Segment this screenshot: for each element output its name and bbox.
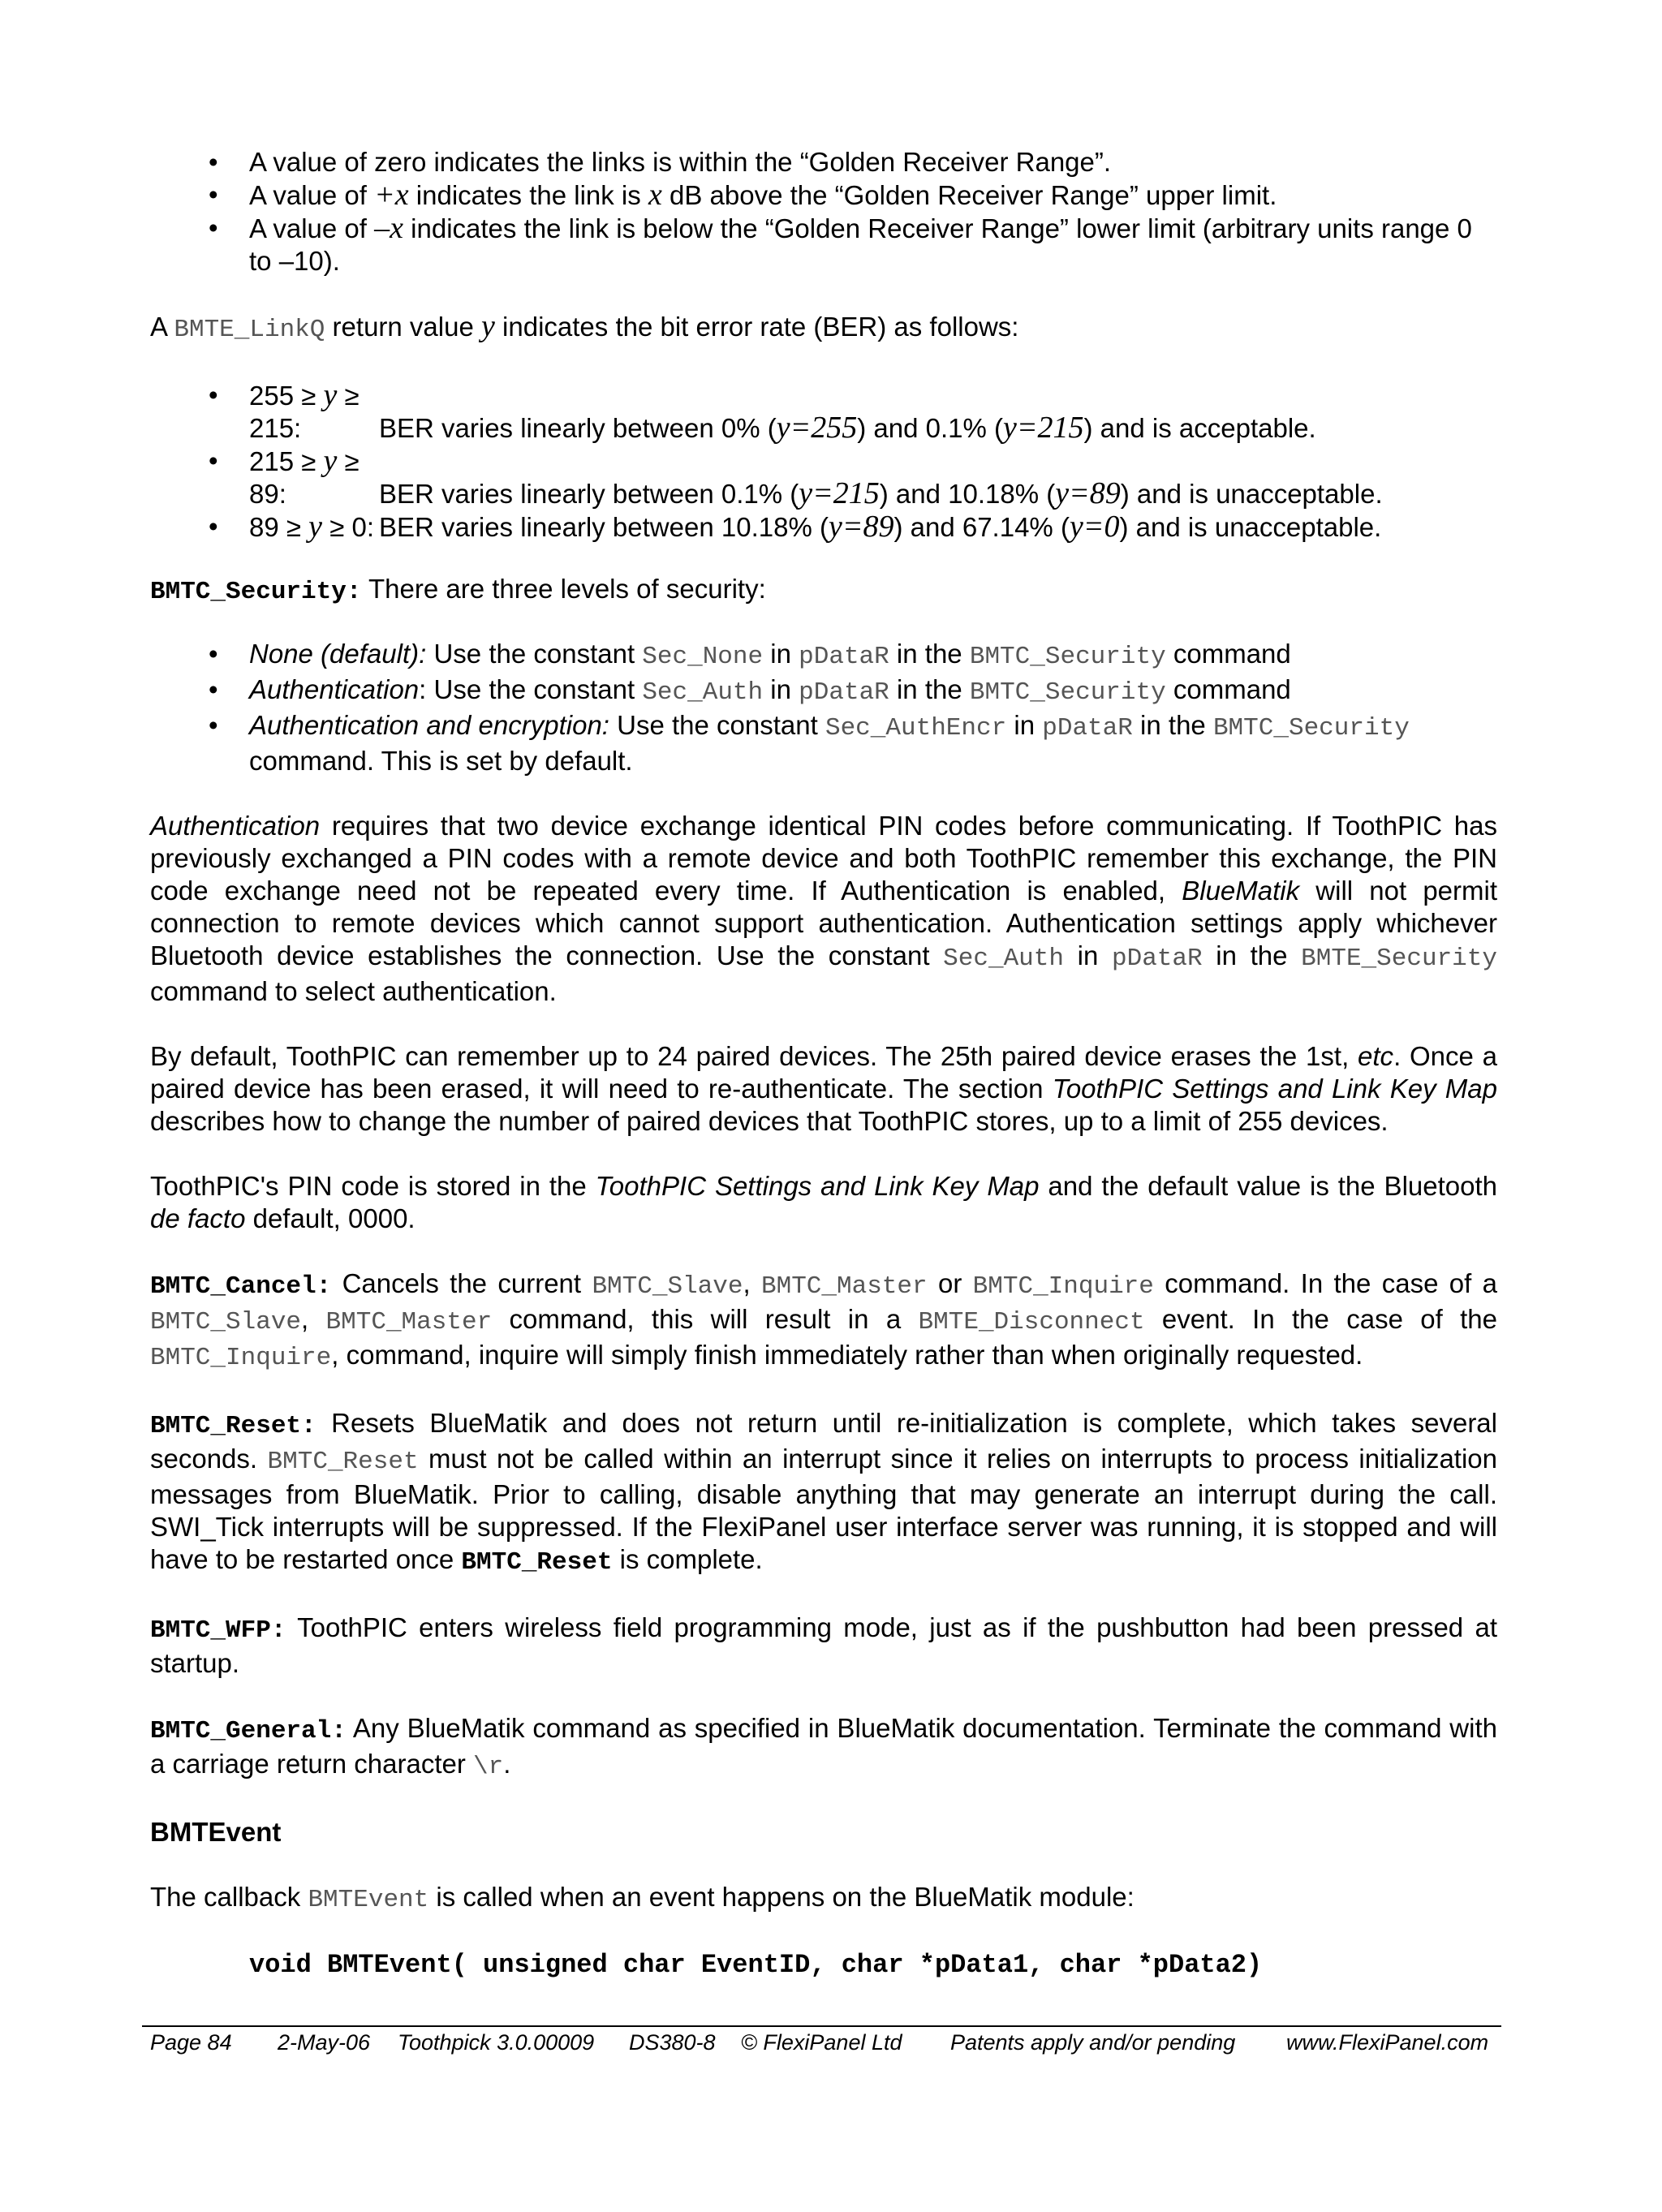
footer-copyright: © FlexiPanel Ltd [741,2030,902,2055]
cancel-paragraph: BMTC_Cancel: Cancels the current BMTC_Slave, BMTC_Master or BMTC_Inquire command. In the case of a BMTC_Slave, BMTC_Master command, this will result in a BMTE_Disconnect event. In the case of the BMTC_Inquire, command, inquire will simply finish immediately rather than when originally requested. [150,1268,1498,1372]
bmtevent-intro: The callback BMTEvent is called when an event happens on the BlueMatik module: [150,1882,1135,1914]
range-bullet-list [150,146,1497,278]
ber-range: 215 ≥ y ≥ 89: [249,444,360,509]
ber-bullet-list [150,379,1497,544]
wfp-paragraph: BMTC_WFP: ToothPIC enters wireless field programming mode, just as if the pushbutton had been pressed at startup. [150,1612,1497,1678]
pin-code-paragraph: ToothPIC's PIN code is stored in the ToothPIC Settings and Link Key Map and the default value is the Bluetooth de facto default, 0000. [150,1171,1497,1233]
general-paragraph: BMTC_General: Any BlueMatik command as specified in BlueMatik documentation. Terminate the command with a carriage return character \r. [150,1713,1497,1781]
footer-page-number: Page 84 [150,2030,232,2055]
footer-version: Toothpick 3.0.00009 [398,2030,595,2055]
code-ref: BMTE_LinkQ [174,316,325,344]
paired-devices-paragraph: By default, ToothPIC can remember up to 24 paired devices. The 25th paired device erases the 1st, etc. Once a paired device has been erased, it will need to re-authenticate. The section ToothPIC Settings and Link Key Map describes how to change the number of paired devices that ToothPIC stores, up to a limit of 255 devices. [150,1041,1497,1136]
security-intro: BMTC_Security: There are three levels of security: [150,574,766,606]
list-item: • 89 ≥ y ≥ 0: BER varies linearly between 10.18% (y=89) and 67.14% (y=0) and is unacceptable. [150,510,1497,544]
variable: –x [374,211,403,245]
variable: x [648,178,662,212]
security-bullet-list [150,638,1497,777]
list-item: • A value of –x indicates the link is below the “Golden Receiver Range” lower limit (arbitrary units range 0 to –10). [150,212,1497,278]
function-signature: void BMTEvent( unsigned char EventID, char *pData1, char *pData2) [249,1950,1263,1980]
list-item: • Authentication and encryption: Use the constant Sec_AuthEncr in pDataR in the BMTC_Security command. This is set by default. [150,709,1497,777]
command-label: BMTC_WFP: [150,1616,286,1645]
linkq-intro: A BMTE_LinkQ return value y indicates the bit error rate (BER) as follows: [150,309,1019,344]
footer-date: 2-May-06 [278,2030,371,2055]
command-label: BMTC_Security: [150,578,362,606]
ber-range: 89 ≥ y ≥ 0: [249,510,375,544]
section-heading: BMTEvent [150,1817,282,1847]
variable: +x [374,178,409,212]
footer-doc-id: DS380-8 [629,2030,716,2055]
command-label: BMTC_Cancel: [150,1272,332,1301]
list-item: • A value of +x indicates the link is x dB above the “Golden Receiver Range” upper limit. [150,179,1497,212]
list-item: • None (default): Use the constant Sec_None in pDataR in the BMTC_Security command [150,638,1497,673]
footer-url: www.FlexiPanel.com [1286,2030,1489,2055]
command-label: BMTC_General: [150,1717,347,1745]
authentication-paragraph: Authentication requires that two device exchange identical PIN codes before communicating. If ToothPIC has previously exchanged a PIN codes with a remote device and both ToothPIC remember this exchange, the PIN code exchange need not be repeated every time. If Authentication is enabled, BlueMatik will not permit connection to remote devices which cannot support authentication. Authentication settings apply whichever Bluetooth device establishes the connection. Use the constant Sec_Auth in pDataR in the BMTE_Security command to select authentication. [150,811,1498,1006]
list-item: • 215 ≥ y ≥ 89: BER varies linearly between 0.1% (y=215) and 10.18% (y=89) and is unacceptable. [150,445,1497,510]
list-item: • A value of zero indicates the links is within the “Golden Receiver Range”. [150,146,1497,179]
page-body [150,146,1497,1982]
footer-patents: Patents apply and/or pending [950,2030,1236,2055]
list-item: • Authentication: Use the constant Sec_Auth in pDataR in the BMTC_Security command [150,673,1497,709]
reset-paragraph: BMTC_Reset: Resets BlueMatik and does not return until re-initialization is complete, which takes several seconds. BMTC_Reset must not be called within an interrupt since it relies on interrupts to process initialization messages from BlueMatik. Prior to calling, disable anything that may generate an interrupt during the call. SWI_Tick interrupts will be suppressed. If the FlexiPanel user interface server was running, it is stopped and will have to be restarted once BMTC_Reset is complete. [150,1408,1498,1577]
command-label: BMTC_Reset: [150,1412,316,1440]
footer-divider [142,2025,1501,2027]
list-item: • 255 ≥ y ≥ 215: BER varies linearly between 0% (y=255) and 0.1% (y=215) and is acceptable. [150,379,1497,445]
ber-range: 255 ≥ y ≥ 215: [249,378,360,443]
